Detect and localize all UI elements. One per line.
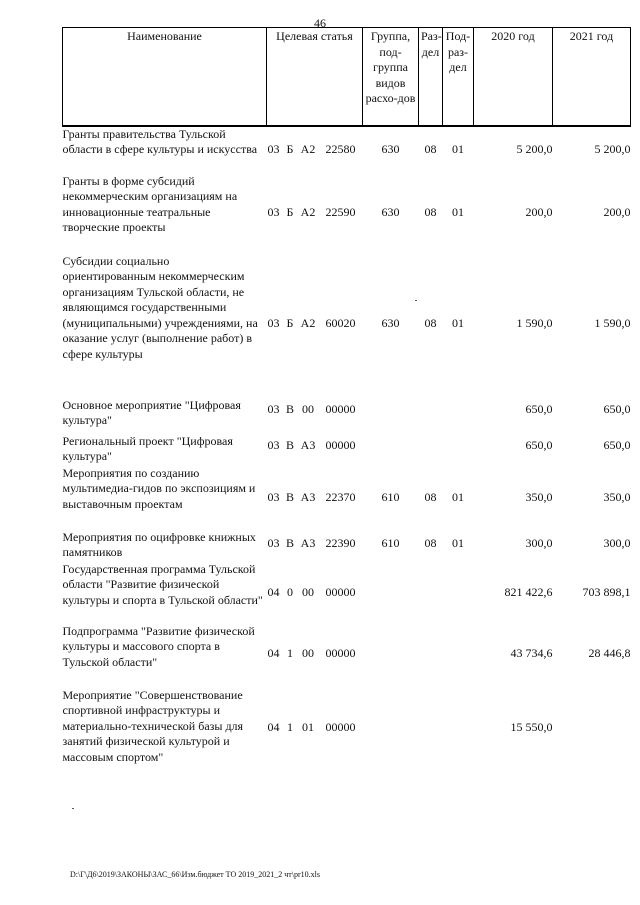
row-section: 08 <box>424 142 437 157</box>
row-expense-group <box>363 562 419 624</box>
row-target-article <box>267 530 363 562</box>
table-header <box>63 28 631 126</box>
code-subprogram: В <box>285 437 294 452</box>
code-event: А3 <box>300 489 316 504</box>
code-program: 03 <box>267 315 280 330</box>
row-amount-2021: 650,0 <box>603 401 631 416</box>
row-amount-2020: 821 422,6 <box>504 584 553 599</box>
code-subprogram: В <box>285 401 294 416</box>
row-section <box>419 434 443 466</box>
code-subprogram: Б <box>286 142 294 157</box>
code-program: 03 <box>267 204 280 219</box>
row-name: Гранты правительства Тульской области в сфере культуры и искусства <box>62 126 258 156</box>
row-subsection: 01 <box>452 204 464 219</box>
code-subprogram: Б <box>286 315 294 330</box>
code-direction: 60020 <box>325 315 356 330</box>
row-subsection <box>443 562 474 624</box>
row-amount-2020: 650,0 <box>525 401 553 416</box>
row-amount-2020: 43 734,6 <box>510 645 553 660</box>
table-row <box>63 434 631 466</box>
header-name: Наименование <box>63 28 267 126</box>
row-section <box>419 398 443 434</box>
row-amount-2020: 5 200,0 <box>516 142 553 157</box>
header-year-2020: 2020 год <box>474 28 553 126</box>
code-direction: 00000 <box>325 437 356 452</box>
row-name: Мероприятие "Совершенствование спортивной инфраструктуры и материально-технической базы для занятий физической культурой и массовым спортом" <box>62 687 244 764</box>
table-row <box>63 466 631 530</box>
row-subsection <box>443 688 474 768</box>
code-program: 04 <box>267 645 280 660</box>
row-expense-group <box>363 688 419 768</box>
row-expense-group: 610 <box>381 489 400 504</box>
row-section <box>419 562 443 624</box>
code-event: А2 <box>300 142 316 157</box>
row-amount-2021 <box>553 688 631 768</box>
code-subprogram: В <box>285 535 294 550</box>
row-target-article <box>267 688 363 768</box>
code-direction: 22370 <box>325 489 356 504</box>
row-target-article <box>267 398 363 434</box>
row-expense-group <box>363 624 419 688</box>
row-subsection <box>443 434 474 466</box>
row-subsection <box>443 624 474 688</box>
header-year-2021: 2021 год <box>553 28 631 126</box>
code-event: 00 <box>302 401 314 416</box>
row-expense-group: 610 <box>381 535 400 550</box>
code-subprogram: 1 <box>287 719 293 734</box>
header-subsection: Под-раз-дел <box>443 28 474 126</box>
table-row <box>63 126 631 174</box>
row-section: 08 <box>424 315 437 330</box>
row-section: 08 <box>424 204 437 219</box>
row-amount-2021: 350,0 <box>603 489 631 504</box>
row-section: 08 <box>424 489 437 504</box>
row-amount-2020: 650,0 <box>525 437 553 452</box>
row-name: Государственная программа Тульской области "Развитие физической культуры и спорта в Тульской области" <box>62 561 263 607</box>
row-section <box>419 688 443 768</box>
code-program: 03 <box>267 489 280 504</box>
row-subsection <box>443 398 474 434</box>
row-target-article <box>267 624 363 688</box>
row-amount-2021: 5 200,0 <box>594 142 631 157</box>
row-amount-2020: 200,0 <box>525 204 553 219</box>
page-number: 46 <box>314 16 326 30</box>
table-body <box>63 126 631 768</box>
row-name: Подпрограмма "Развитие физической культуры и массового спорта в Тульской области" <box>62 623 255 669</box>
row-expense-group: 630 <box>381 315 400 330</box>
row-target-article <box>267 174 363 254</box>
budget-table <box>62 27 631 768</box>
row-subsection: 01 <box>452 489 464 504</box>
row-amount-2021: 650,0 <box>603 437 631 452</box>
row-amount-2021: 1 590,0 <box>594 315 631 330</box>
code-program: 03 <box>267 535 280 550</box>
row-amount-2021: 300,0 <box>603 535 631 550</box>
code-direction: 00000 <box>325 645 356 660</box>
row-name: Субсидии социально ориентированным некоммерческим организациям Тульской области, не являющимся государственными (муниципальными) учреждениями, на оказание услуг (выполнение работ) в сфере культуры <box>62 253 258 361</box>
row-expense-group: 630 <box>381 204 400 219</box>
code-event: А2 <box>300 204 316 219</box>
code-direction: 00000 <box>325 719 356 734</box>
code-event: 01 <box>302 719 314 734</box>
code-direction: 22390 <box>325 535 356 550</box>
table-row <box>63 530 631 562</box>
code-event: А2 <box>300 315 316 330</box>
header-section: Раз-дел <box>419 28 443 126</box>
code-direction: 22580 <box>325 142 356 157</box>
code-event: А3 <box>300 535 316 550</box>
code-program: 03 <box>267 437 280 452</box>
code-subprogram: 1 <box>287 645 293 660</box>
code-subprogram: 0 <box>287 584 293 599</box>
code-direction: 00000 <box>325 401 356 416</box>
table-row <box>63 254 631 398</box>
row-expense-group: 630 <box>381 142 400 157</box>
row-target-article <box>267 254 363 398</box>
code-direction: 22590 <box>325 204 356 219</box>
row-amount-2021: 200,0 <box>603 204 631 219</box>
row-target-article <box>267 126 363 174</box>
code-event: А3 <box>300 437 316 452</box>
table-row <box>63 398 631 434</box>
table-row <box>63 688 631 768</box>
row-expense-group <box>363 398 419 434</box>
table-row <box>63 562 631 624</box>
scan-speck <box>415 300 417 301</box>
scan-speck <box>72 808 74 809</box>
row-name: Мероприятия по созданию мультимедиа-гидов по экспозициям и выставочным проектам <box>62 465 256 511</box>
code-program: 04 <box>267 719 280 734</box>
code-event: 00 <box>302 584 314 599</box>
header-target-article: Целевая статья <box>267 28 363 126</box>
code-subprogram: В <box>285 489 294 504</box>
row-name: Гранты в форме субсидий некоммерческим организациям на инновационные театральные творческие проекты <box>62 173 238 234</box>
code-event: 00 <box>302 645 314 660</box>
header-expense-group: Группа, под-группа видов расхо-дов <box>363 28 419 126</box>
row-amount-2020: 1 590,0 <box>516 315 553 330</box>
file-path-footer: D:\Г\Д6\2019\ЗАКОНЫ\ЗАС_66\Изм.бюджет ТО 2019_2021_2 чт\pr10.xls <box>70 870 320 879</box>
row-expense-group <box>363 434 419 466</box>
row-name: Основное мероприятие "Цифровая культура" <box>62 397 241 427</box>
row-section: 08 <box>424 535 437 550</box>
row-target-article <box>267 434 363 466</box>
row-amount-2021: 703 898,1 <box>582 584 631 599</box>
row-amount-2020: 350,0 <box>525 489 553 504</box>
table-row <box>63 174 631 254</box>
row-section <box>419 624 443 688</box>
row-target-article <box>267 466 363 530</box>
row-subsection: 01 <box>452 315 464 330</box>
code-program: 04 <box>267 584 280 599</box>
row-name: Мероприятия по оцифровке книжных памятников <box>62 529 256 559</box>
code-subprogram: Б <box>286 204 294 219</box>
table-row <box>63 624 631 688</box>
row-name: Региональный проект "Цифровая культура" <box>62 433 233 463</box>
code-program: 03 <box>267 142 280 157</box>
row-subsection: 01 <box>452 535 464 550</box>
code-direction: 00000 <box>325 584 356 599</box>
row-target-article <box>267 562 363 624</box>
row-amount-2020: 300,0 <box>525 535 553 550</box>
row-subsection: 01 <box>452 142 464 157</box>
code-program: 03 <box>267 401 280 416</box>
row-amount-2020: 15 550,0 <box>510 719 553 734</box>
row-amount-2021: 28 446,8 <box>588 645 631 660</box>
